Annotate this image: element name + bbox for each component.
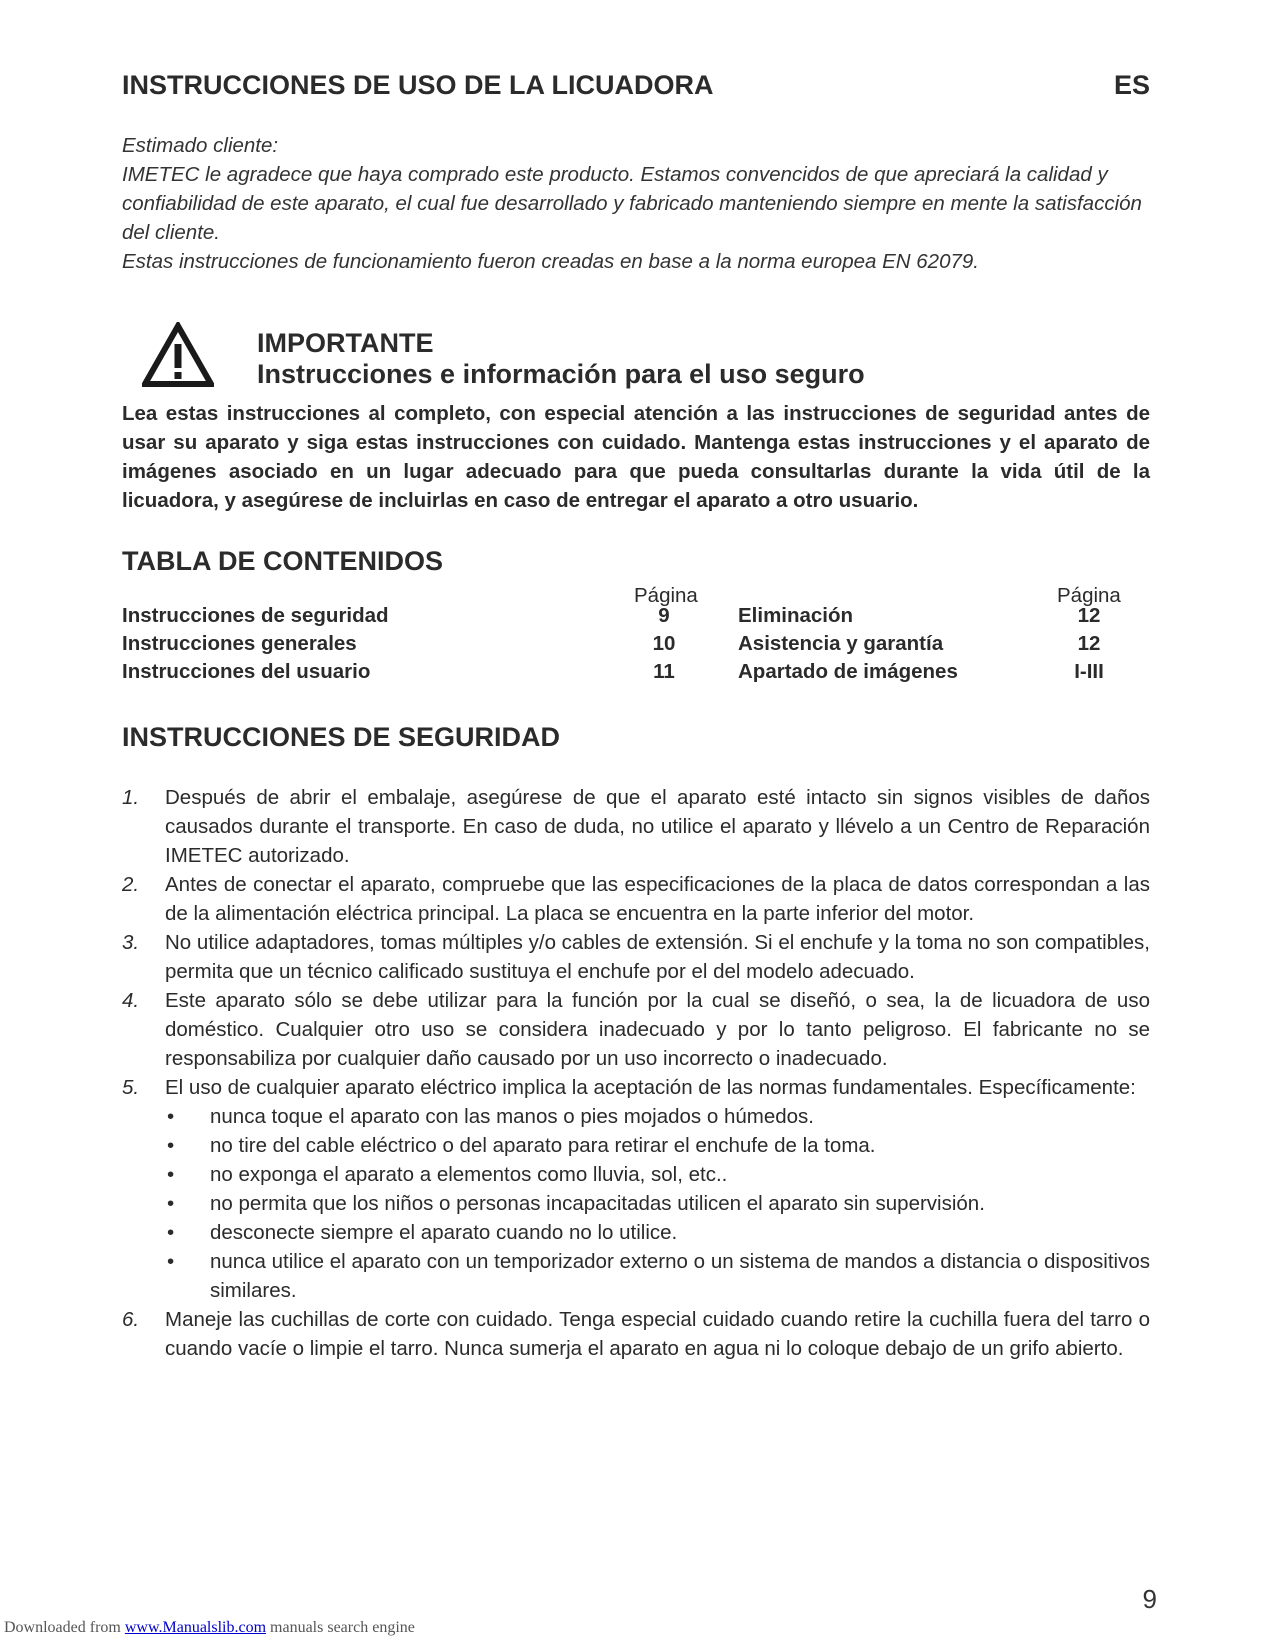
sub-item-text: no permita que los niños o personas incapacitadas utilicen el aparato sin supervisión. [210,1192,985,1215]
sub-list-item [122,1102,1150,1131]
item-number: 3. [122,931,140,954]
toc-page-label-left: Página [634,584,698,607]
sub-list-item [122,1247,1150,1305]
item-number: 5. [122,1076,140,1099]
list-item [122,870,1150,928]
toc-entry-label: Instrucciones de seguridad [122,604,389,627]
sub-item-text: nunca toque el aparato con las manos o pies mojados o húmedos. [210,1105,814,1128]
item-text: Maneje las cuchillas de corte con cuidado. Tenga especial cuidado cuando retire la cuchilla fuera del tarro o cuando vacíe o limpie el tarro. Nunca sumerja el aparato en agua ni lo coloque debajo de un grifo abierto. [165,1308,1150,1360]
footer-suffix: manuals search engine [266,1619,415,1636]
bullet: • [167,1105,175,1128]
sub-list-item [122,1218,1150,1247]
important-title: IMPORTANTE [257,328,434,358]
toc-heading: TABLA DE CONTENIDOS [122,546,443,576]
toc-entry-page: 11 [653,660,675,683]
toc-entry-page: I-III [1074,660,1104,683]
list-item [122,1073,1150,1102]
bullet: • [167,1192,175,1215]
bullet: • [167,1221,175,1244]
sub-item-text: no tire del cable eléctrico o del aparato para retirar el enchufe de la toma. [210,1134,876,1157]
language-code: ES [1113,70,1150,100]
item-number: 6. [122,1308,140,1331]
sub-item-text: no exponga el aparato a elementos como lluvia, sol, etc.. [210,1163,728,1186]
list-item [122,928,1150,986]
bullet: • [167,1250,175,1273]
item-text: Antes de conectar el aparato, compruebe que las especificaciones de la placa de datos correspondan a las de la alimentación eléctrica principal. La placa se encuentra en la parte inferior del motor. [165,873,1150,925]
list-item [122,783,1150,870]
item-text: Después de abrir el embalaje, asegúrese de que el aparato esté intacto sin signos visibles de daños causados durante el transporte. En caso de duda, no utilice el aparato y llévelo a un Centro de Reparación IMETEC autorizado. [165,786,1150,867]
bullet: • [167,1163,175,1186]
toc-entry-label: Instrucciones generales [122,632,357,655]
item-number: 1. [122,786,140,809]
sub-item-text: nunca utilice el aparato con un temporizador externo o un sistema de mandos a distancia o dispositivos similares. [210,1250,1150,1302]
page-number: 9 [1142,1584,1157,1614]
warning-triangle-icon [142,322,214,388]
toc-page-label-right: Página [1057,584,1121,607]
safety-heading: INSTRUCCIONES DE SEGURIDAD [122,722,561,752]
item-text: El uso de cualquier aparato eléctrico implica la aceptación de las normas fundamentales. Específicamente: [165,1076,1136,1099]
important-text: Lea estas instrucciones al completo, con especial atención a las instrucciones de seguridad antes de usar su aparato y siga estas instrucciones con cuidado. Mantenga estas instrucciones y el aparato de imágenes asociado en un lugar adecuado para que pueda consultarlas durante la vida útil de la licuadora, y asegúrese de incluirlas en caso de entregar el aparato a otro usuario. [122,402,1150,512]
page-title: INSTRUCCIONES DE USO DE LA LICUADORA [122,70,714,100]
item-number: 2. [122,873,140,896]
footer-prefix: Downloaded from [4,1619,125,1636]
sub-item-text: desconecte siempre el aparato cuando no lo utilice. [210,1221,678,1244]
download-footer [4,1619,415,1637]
item-text: No utilice adaptadores, tomas múltiples y/o cables de extensión. Si el enchufe y la toma no son compatibles, permita que un técnico calificado sustituya el enchufe por el del modelo adecuado. [165,931,1150,983]
important-heading [257,328,865,390]
toc-entry-page: 10 [652,632,676,655]
sub-list-item [122,1160,1150,1189]
important-block [142,322,1142,392]
sub-list-item [122,1131,1150,1160]
toc-entry-label: Eliminación [738,604,854,627]
intro-thanks: IMETEC le agradece que haya comprado este producto. Estamos convencidos de que apreciará la calidad y confiabilidad de este aparato, el cual fue desarrollado y fabricado manteniendo siempre en mente la satisfacción del cliente. [122,163,1142,244]
intro-greeting: Estimado cliente: [122,134,279,157]
page-header [122,70,1150,101]
toc-entry-page: 9 [658,604,670,627]
item-text: Este aparato sólo se debe utilizar para la función por la cual se diseñó, o sea, la de licuadora de uso doméstico. Cualquier otro uso se considera inadecuado y por lo tanto peligroso. El fabricante no se responsabiliza por cualquier daño causado por un uso incorrecto o inadecuado. [165,989,1150,1070]
toc-entry-page: 12 [1077,632,1101,655]
important-subtitle: Instrucciones e información para el uso seguro [257,359,865,389]
toc-entry-page: 12 [1077,604,1101,627]
sub-list-item [122,1189,1150,1218]
item-number: 4. [122,989,140,1012]
list-item [122,986,1150,1073]
safety-list [122,783,1150,1363]
intro-norm: Estas instrucciones de funcionamiento fueron creadas en base a la norma europea EN 62079. [122,250,979,273]
toc-entry-label: Apartado de imágenes [738,660,958,683]
manualslib-link[interactable]: www.Manualslib.com [124,1619,267,1636]
toc-entry-label: Instrucciones del usuario [122,660,371,683]
list-item [122,1305,1150,1363]
bullet: • [167,1134,175,1157]
intro-text [122,131,1150,276]
toc-entry-label: Asistencia y garantía [738,632,944,655]
